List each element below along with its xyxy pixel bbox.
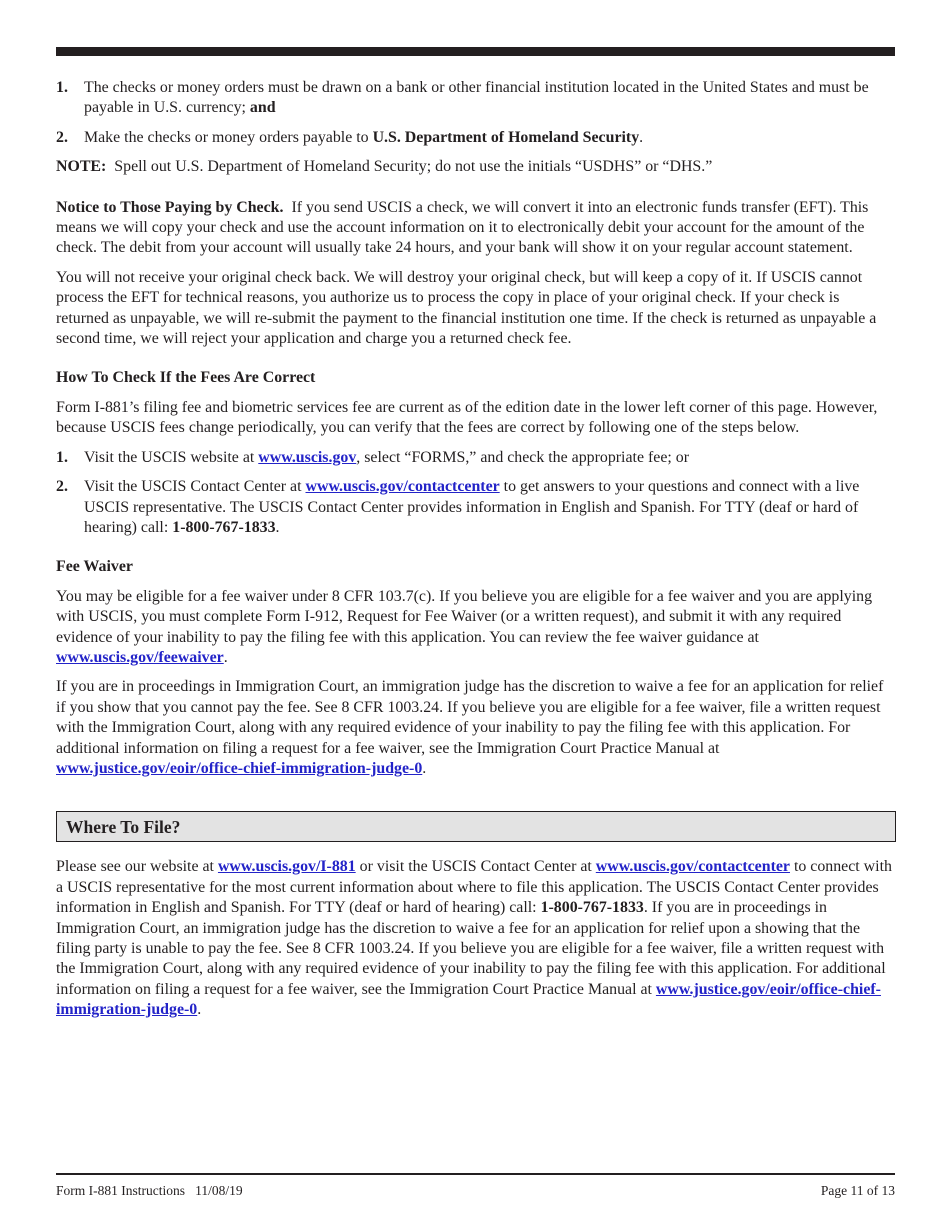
fee-waiver-paragraph: You may be eligible for a fee waiver under 8 CFR 103.7(c). If you believe you are eligible for a fee waiver and you are applying with USCIS, you must complete Form I-912, Request for Fee Waiver (or a written request), and submit it with any required evidence of your inability to pay the filing fee with this application. You can review the fee waiver guidance at www.uscis.gov/feewaiver. — [56, 587, 873, 666]
practice-manual-link[interactable]: www.justice.gov/eoir/office-chief-immigration-judge-0 — [56, 759, 423, 777]
footer-form-edition: Form I-881 Instructions 11/08/19 — [56, 1183, 243, 1198]
list-number: 1. — [56, 79, 68, 96]
notice-paragraph: Notice to Those Paying by Check. If you send USCIS a check, we will convert it into an electronic funds transfer (EFT). This means we will copy your check and use the account information on it to electronically debit your account for the amount of the check. The debit from your account will usually take 24 hours, and your bank will show it on your regular account statement. — [56, 198, 869, 257]
where-to-file-heading: Where To File? — [56, 811, 896, 842]
page-content — [56, 78, 896, 1021]
practice-manual-link[interactable]: www.justice.gov/eoir/office-chief-immigration-judge-0 — [56, 980, 881, 1019]
where-to-file-paragraph: Please see our website at www.uscis.gov/I-881 or visit the USCIS Contact Center at www.uscis.gov/contactcenter to connect with a USCIS representative for the most current information about where to file this application. The USCIS Contact Center provides information in English and Spanish. For TTY (deaf or hard of hearing) call: 1-800-767-1833. If you are in proceedings in Immigration Court, an immigration judge has the discretion to waive a fee for an application for relief upon a showing that the filing party is unable to pay the fee. See 8 CFR 1003.24. If you believe you are eligible for a fee waiver, file a written request with the Immigration Court, along with any required evidence of your inability to pay the filing fee with this application. For additional information on filing a request for a fee waiver, see the Immigration Court Practice Manual at www.justice.gov/eoir/office-chief-immigration-judge-0. — [56, 858, 892, 1019]
immigration-court-paragraph: If you are in proceedings in Immigration Court, an immigration judge has the discretion to waive a fee for an application for relief if you show that you cannot pay the fee. See 8 CFR 1003.24. If you believe you are eligible for a fee waiver, file a written request with the Immigration Court, along with any required evidence of your inability to pay the filing fee with this application. For additional information on filing a request for a fee waiver, see the Immigration Court Practice Manual at www.justice.gov/eoir/office-chief-immigration-judge-0. — [56, 678, 884, 777]
note: NOTE: Spell out U.S. Department of Homeland Security; do not use the initials “USDHS” or “DHS.” — [56, 158, 713, 176]
contact-center-link[interactable]: www.uscis.gov/contactcenter — [595, 858, 790, 876]
contact-center-link[interactable]: www.uscis.gov/contactcenter — [305, 478, 500, 496]
list-number: 1. — [56, 448, 68, 466]
check-fees-heading: How To Check If the Fees Are Correct — [56, 369, 316, 387]
list-item: 2. Make the checks or money orders payable to U.S. Department of Homeland Security. — [56, 128, 896, 148]
footer-rule — [56, 1173, 895, 1175]
uscis-website-link[interactable]: www.uscis.gov — [258, 448, 357, 466]
notice-paragraph-2: You will not receive your original check back. We will destroy your original check, but will keep a copy of it. If USCIS cannot process the EFT for technical reasons, you authorize us to process the copy in place of your original check. If your check is returned as unpayable, we will re-submit the payment to the financial institution one time. If the check is returned as unpayable a second time, we will reject your application and charge you a returned check fee. — [56, 268, 877, 348]
top-rule — [56, 47, 895, 56]
footer-page-number: Page 11 of 13 — [820, 1183, 895, 1198]
fee-waiver-heading: Fee Waiver — [56, 558, 133, 576]
i881-link[interactable]: www.uscis.gov/I-881 — [217, 858, 356, 876]
list-item: 1. The checks or money orders must be drawn on a bank or other financial institution located in the United States and must be payable in U.S. currency; and — [56, 78, 896, 119]
check-fees-intro: Form I-881’s filing fee and biometric services fee are current as of the edition date in the lower left corner of this page. However, because USCIS fees change periodically, you can verify that the fees are correct by following one of the steps below. — [56, 398, 878, 437]
list-number: 2. — [56, 478, 68, 496]
page-footer — [56, 1183, 895, 1199]
list-item: 2. Visit the USCIS Contact Center at www.uscis.gov/contactcenter to get answers to your questions and connect with a live USCIS representative. The USCIS Contact Center provides information in English and Spanish. For TTY (deaf or hard of hearing) call: 1-800-767-1833. — [56, 477, 896, 538]
fee-waiver-link[interactable]: www.uscis.gov/feewaiver — [56, 648, 224, 666]
list-item: 1. Visit the USCIS website at www.uscis.gov, select “FORMS,” and check the appropriate fee; or — [56, 448, 896, 468]
list-number: 2. — [56, 128, 68, 146]
